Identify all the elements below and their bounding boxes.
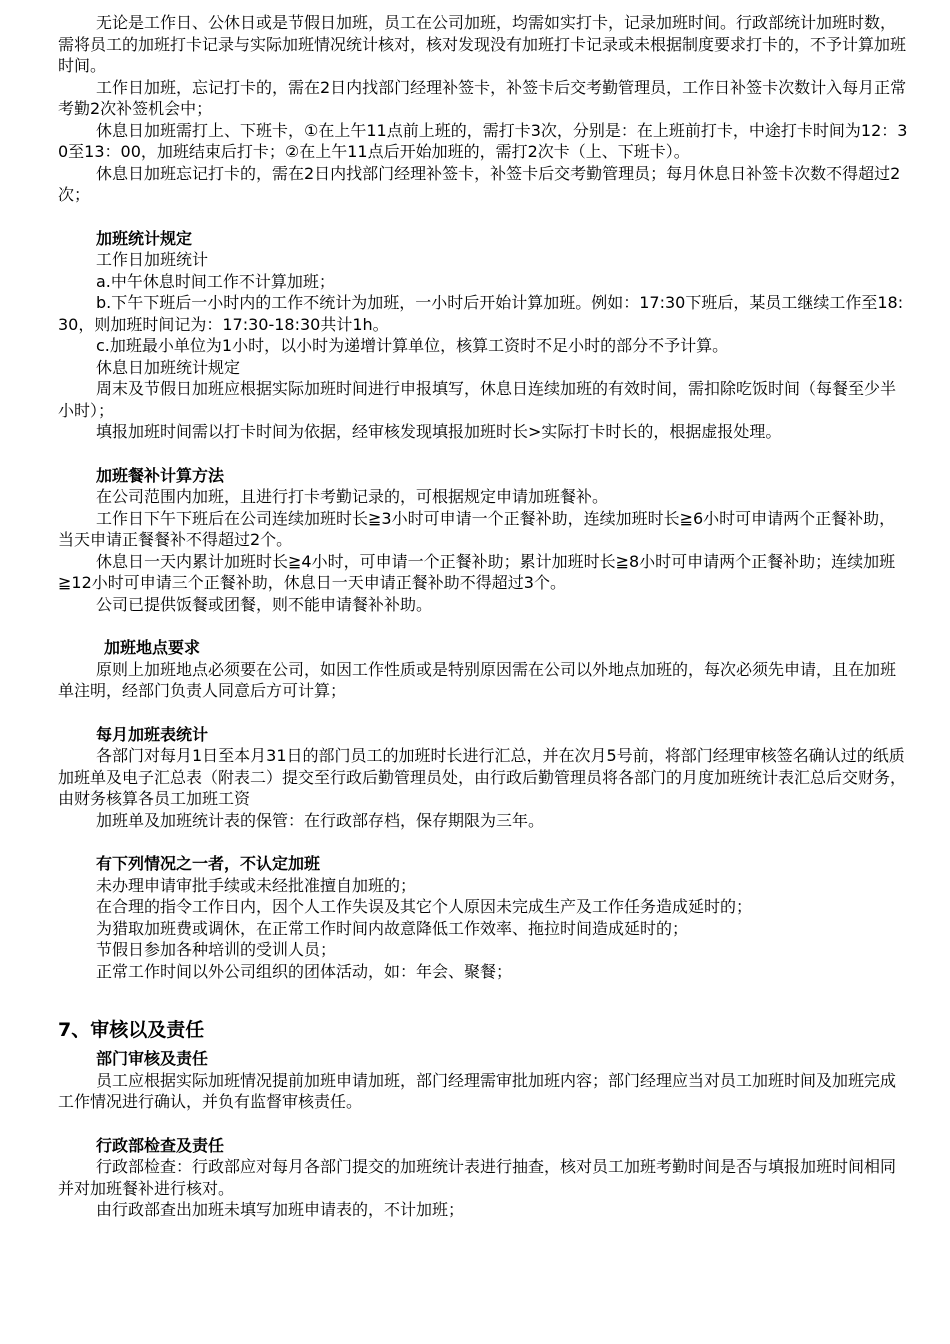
- paragraph: 原则上加班地点必须要在公司，如因工作性质或是特别原因需在公司以外地点加班的，每次必须先申请，且在加班单注明，经部门负责人同意后方可计算；: [58, 659, 897, 700]
- subheading: 有下列情况之一者，不认定加班: [96, 854, 321, 873]
- paragraph: a.中午休息时间工作不计算加班；: [96, 271, 335, 291]
- paragraph: 加班单及加班统计表的保管：在行政部存档，保存期限为三年。: [96, 810, 545, 830]
- paragraph: c.加班最小单位为1小时，以小时为递增计算单位，核算工资时不足小时的部分不予计算。: [96, 336, 729, 355]
- section-heading: 7、审核以及责任: [58, 1019, 205, 1041]
- paragraph: 休息日加班忘记打卡的，需在2日内找部门经理补签卡，补签卡后交考勤管理员；每月休息日补签卡次数不得超过2次；: [58, 163, 901, 204]
- subheading: 加班统计规定: [96, 228, 193, 248]
- subheading: 行政部检查及责任: [96, 1135, 225, 1155]
- subheading: 加班地点要求: [104, 638, 201, 657]
- paragraph: 工作日加班统计: [96, 250, 209, 269]
- paragraph: 填报加班时间需以打卡时间为依据，经审核发现填报加班时长>实际打卡时长的，根据虚报处理。: [96, 422, 782, 441]
- paragraph: 正常工作时间以外公司组织的团体活动，如：年会、聚餐；: [96, 961, 513, 981]
- paragraph: 由行政部查出加班未填写加班申请表的，不计加班；: [96, 1200, 465, 1219]
- paragraph: 各部门对每月1日至本月31日的部门员工的加班时长进行汇总，并在次月5号前，将部门经理审核签名确认过的纸质加班单及电子汇总表（附表二）提交至行政后勤管理员处，由行政后勤管理员将各部门的月度加班统计表汇总后交财务，由财务核算各员工加班工资: [58, 746, 907, 808]
- paragraph: 公司已提供饭餐或团餐，则不能申请餐补补助。: [96, 594, 433, 614]
- paragraph: 休息日一天内累计加班时长≧4小时，可申请一个正餐补助；累计加班时长≧8小时可申请两个正餐补助；连续加班≧12小时可申请三个正餐补助，休息日一天申请正餐补助不得超过3个。: [58, 551, 896, 592]
- paragraph: 在公司范围内加班，且进行打卡考勤记录的，可根据规定申请加班餐补。: [96, 487, 609, 506]
- paragraph: 未办理申请审批手续或未经批准擅自加班的；: [96, 875, 417, 895]
- paragraph: 休息日加班统计规定: [96, 357, 241, 377]
- paragraph: b.下午下班后一小时内的工作不统计为加班，一小时后开始计算加班。例如：17:30下班后，某员工继续工作至18:30，则加班时间记为：17:30-18:30共计1h。: [58, 293, 904, 334]
- paragraph: 为猎取加班费或调休，在正常工作时间内故意降低工作效率、拖拉时间造成延时的；: [96, 918, 689, 938]
- subheading: 部门审核及责任: [96, 1049, 209, 1068]
- paragraph: 员工应根据实际加班情况提前加班申请加班，部门经理需审批加班内容；部门经理应当对员工加班时间及加班完成工作情况进行确认，并负有监督审核责任。: [58, 1070, 897, 1111]
- document-page: [58, 12, 908, 1221]
- paragraph: 休息日加班需打上、下班卡，①在上午11点前上班的，需打卡3次，分别是：在上班前打卡，中途打卡时间为12：30至13：00，加班结束后打卡；②在上午11点后开始加班的，需打2次卡（上、下班卡）。: [58, 120, 908, 161]
- paragraph: 行政部检查：行政部应对每月各部门提交的加班统计表进行抽查，核对员工加班考勤时间是否与填报加班时间相同并对加班餐补进行核对。: [58, 1157, 897, 1198]
- paragraph: 周末及节假日加班应根据实际加班时间进行申报填写，休息日连续加班的有效时间，需扣除吃饭时间（每餐至少半小时）；: [58, 379, 897, 420]
- paragraph: 节假日参加各种培训的受训人员；: [96, 940, 337, 959]
- paragraph: 工作日加班，忘记打卡的，需在2日内找部门经理补签卡，补签卡后交考勤管理员，工作日补签卡次数计入每月正常考勤2次补签机会中；: [58, 77, 907, 118]
- subheading: 每月加班表统计: [96, 724, 209, 744]
- subheading: 加班餐补计算方法: [96, 465, 225, 485]
- paragraph: 在合理的指令工作日内，因个人工作失误及其它个人原因未完成生产及工作任务造成延时的；: [96, 897, 753, 916]
- paragraph: 无论是工作日、公休日或是节假日加班，员工在公司加班，均需如实打卡，记录加班时间。行政部统计加班时数，需将员工的加班打卡记录与实际加班情况统计核对，核对发现没有加班打卡记录或未根据制度要求打卡的，不予计算加班时间。: [58, 13, 907, 75]
- paragraph: 工作日下午下班后在公司连续加班时长≧3小时可申请一个正餐补助，连续加班时长≧6小时可申请两个正餐补助，当天申请正餐餐补不得超过2个。: [58, 508, 896, 549]
